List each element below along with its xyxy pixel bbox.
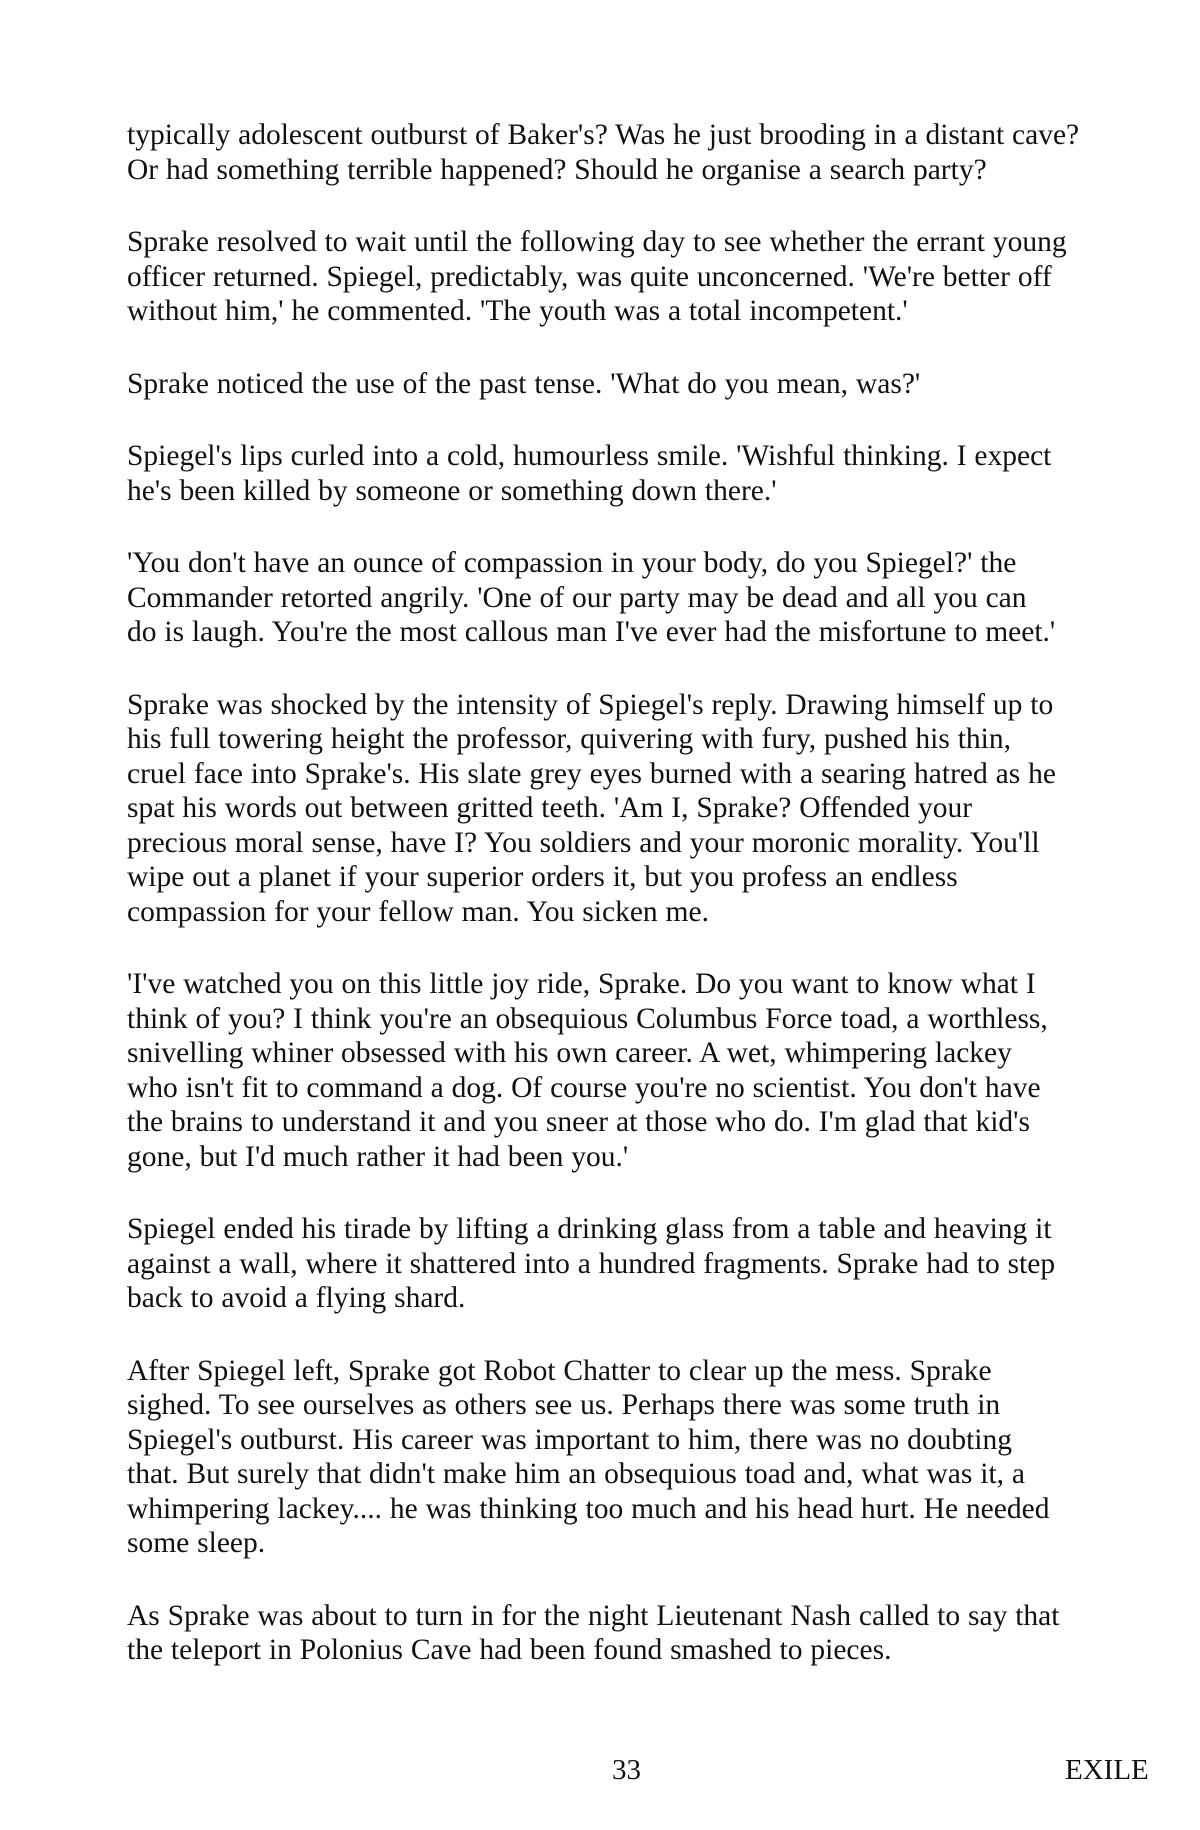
running-footer-title: EXILE [1065, 1754, 1149, 1786]
paragraph: Sprake resolved to wait until the following day to see whether the errant young officer returned. Spiegel, predictably, was quite unconcerned. 'We're better off without him,' he commented. 'The youth was a total incompetent.' [127, 226, 1067, 327]
paragraph: Spiegel ended his tirade by lifting a drinking glass from a table and heaving it against a wall, where it shattered into a hundred fragments. Sprake had to step back to avoid a flying shard. [127, 1213, 1056, 1314]
paragraph: Sprake noticed the use of the past tense. 'What do you mean, was?' [127, 367, 921, 400]
paragraph: 'You don't have an ounce of compassion in your body, do you Spiegel?' the Commander retorted angrily. 'One of our party may be dead and all you can do is laugh. You're the most callous man I've ever had the misfortune to meet.' [127, 547, 1056, 648]
paragraph: As Sprake was about to turn in for the night Lieutenant Nash called to say that the teleport in Polonius Cave had been found smashed to pieces. [127, 1599, 1060, 1666]
paragraph: typically adolescent outburst of Baker's? Was he just brooding in a distant cave? Or had something terrible happened? Should he organise a search party? [127, 119, 1080, 186]
body-text [127, 118, 1167, 1706]
paragraph: Sprake was shocked by the intensity of Spiegel's reply. Drawing himself up to his full towering height the professor, quivering with fury, pushed his thin, cruel face into Sprake's. His slate grey eyes burned with a searing hatred as he spat his words out between gritted teeth. 'Am I, Sprake? Offended your precious moral sense, have I? You soldiers and your moronic morality. You'll wipe out a planet if your superior orders it, but you profess an endless compassion for your fellow man. You sicken me. [127, 688, 1056, 928]
paragraph: After Spiegel left, Sprake got Robot Chatter to clear up the mess. Sprake sighed. To see ourselves as others see us. Perhaps there was some truth in Spiegel's outburst. His career was important to him, there was no doubting that. But surely that didn't make him an obsequious toad and, what was it, a whimpering lackey.... he was thinking too much and his head hurt. He needed some sleep. [127, 1354, 1050, 1559]
paragraph: 'I've watched you on this little joy ride, Sprake. Do you want to know what I think of you? I think you're an obsequious Columbus Force toad, a worthless, snivelling whiner obsessed with his own career. A wet, whimpering lackey who isn't fit to command a dog. Of course you're no scientist. You don't have the brains to understand it and you sneer at those who do. I'm glad that kid's gone, but I'd much rather it had been you.' [127, 968, 1048, 1173]
paragraph: Spiegel's lips curled into a cold, humourless smile. 'Wishful thinking. I expect he's been killed by someone or something down there.' [127, 440, 1052, 507]
page-number: 33 [612, 1754, 641, 1786]
